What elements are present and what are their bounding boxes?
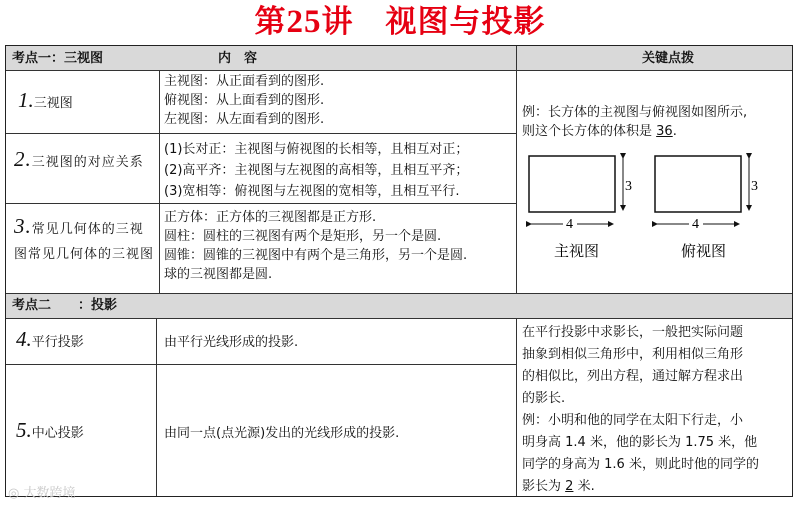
row-label-parallel-projection: 4.平行投影 (16, 327, 84, 351)
header-content-label-a: 内 (218, 51, 232, 66)
watermark: ◎ 大数跨境 (8, 486, 76, 501)
row-label-correspondence: 2.三视图的对应关系 (14, 147, 144, 171)
top-height-label: 3 (751, 179, 758, 194)
example1-answer: 36 (656, 124, 673, 139)
example2-answer: 2 (565, 479, 574, 494)
row-content-central-projection: 由同一点(点光源)发出的光线形成的投影. (164, 426, 400, 441)
front-height-label: 3 (625, 179, 632, 194)
top-view-rect (655, 156, 741, 212)
row-content-correspondence: (1)长对正：主视图与俯视图的长相等，且相互对正； (2)高平齐：主视图与左视图的高相等，且相互平齐； (3)宽相等：俯视图与左视图的宽相等，且相互平行. (164, 142, 469, 199)
header-topic-label: 考点一：三视图 (12, 51, 104, 66)
content-table (5, 45, 793, 497)
top-width-label: 4 (692, 217, 699, 232)
header-content-label-b: 容 (244, 51, 258, 66)
row-content-three-views: 主视图：从正面看到的图形. 俯视图：从上面看到的图形. 左视图：从左面看到的图形. (164, 74, 325, 127)
example1-text: 例：长方体的主视图与俯视图如图所示, 则这个长方体的体积是 36. (522, 105, 748, 139)
front-width-label: 4 (566, 217, 573, 232)
row-label-central-projection: 5.中心投影 (16, 418, 84, 442)
projection-notes: 在平行投影中求影长，一般把实际问题 抽象到相似三角形中，利用相似三角形 的相似比，列出方程，通过解方程求出 的影长. 例：小明和他的同学在太阳下行走，小 明身高 1.4 米，他的影长为 1.75 米，他 同学的身高为 1.6 米，则此时他的同学的 影长为 2 米. (522, 325, 759, 494)
top-view-caption: 俯视图 (681, 242, 727, 260)
row-label-three-views: 1.三视图 (18, 88, 73, 112)
row-content-common-solids: 正方体：正方体的三视图都是正方形. 圆柱：圆柱的三视图有两个是矩形，另一个是圆. 圆锥：圆锥的三视图中有两个是三角形，另一个是圆. 球的三视图都是圆. (164, 210, 468, 282)
header-key-points-label: 关键点拨 (642, 51, 695, 66)
section2-colon: ：投影 (78, 298, 118, 313)
row-content-parallel-projection: 由平行光线形成的投影. (164, 335, 299, 350)
front-view-rect (529, 156, 615, 212)
section2-label: 考点二 (12, 298, 52, 313)
row-label-common-solids: 3.常见几何体的三视图常见几何体的三视图 (14, 214, 155, 262)
view-diagrams (521, 146, 771, 266)
front-view-caption: 主视图 (554, 242, 600, 260)
page-title: 第25讲 视图与投影 (254, 4, 546, 40)
